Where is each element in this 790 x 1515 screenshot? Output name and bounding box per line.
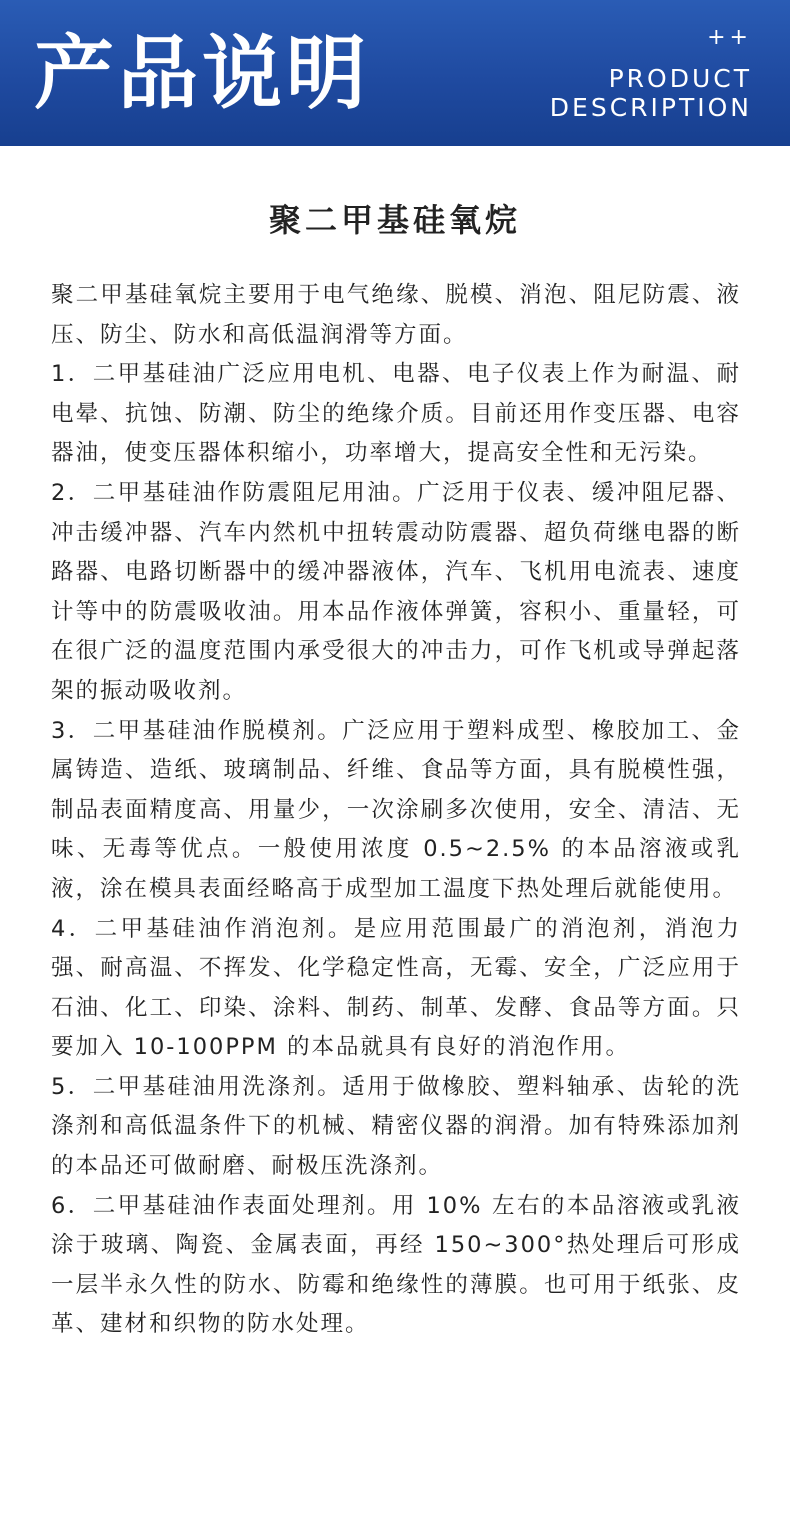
page-title: 产品说明 <box>34 27 370 120</box>
paragraph-4: 4．二甲基硅油作消泡剂。是应用范围最广的消泡剂，消泡力强、耐高温、不挥发、化学稳定性高，无霉、安全，广泛应用于石油、化工、印染、涂料、制药、制革、发酵、食品等方面。只要加入 10-100PPM 的本品就具有良好的消泡作用。 <box>51 915 741 1061</box>
intro-paragraph: 聚二甲基硅氧烷主要用于电气绝缘、脱模、消泡、阻尼防震、液压、防尘、防水和高低温润滑等方面。 <box>51 282 741 348</box>
document-title: 聚二甲基硅氧烷 <box>268 201 521 239</box>
paragraph-6: 6．二甲基硅油作表面处理剂。用 10% 左右的本品溶液或乳液涂于玻璃、陶瓷、金属表面，再经 150~300°热处理后可形成一层半永久性的防水、防霉和绝缘性的薄膜。也可用于纸张、皮革、建材和织物的防水处理。 <box>51 1192 741 1338</box>
paragraph-3: 3．二甲基硅油作脱模剂。广泛应用于塑料成型、橡胶加工、金属铸造、造纸、玻璃制品、纤维、食品等方面，具有脱模性强，制品表面精度高、用量少，一次涂刷多次使用，安全、清洁、无味、无毒等优点。一般使用浓度 0.5~2.5% 的本品溶液或乳液，涂在模具表面经略高于成型加工温度下热处理后就能使用。 <box>51 717 741 902</box>
header-banner <box>0 0 790 146</box>
paragraph-2: 2．二甲基硅油作防震阻尼用油。广泛用于仪表、缓冲阻尼器、冲击缓冲器、汽车内然机中扭转震动防震器、超负荷继电器的断路器、电路切断器中的缓冲器液体，汽车、飞机用电流表、速度计等中的防震吸收油。用本品作液体弹簧，容积小、重量轻，可在很广泛的温度范围内承受很大的冲击力，可作飞机或导弹起落架的振动吸收剂。 <box>51 479 741 704</box>
paragraph-5: 5．二甲基硅油用洗涤剂。适用于做橡胶、塑料轴承、齿轮的洗涤剂和高低温条件下的机械、精密仪器的润滑。加有特殊添加剂的本品还可做耐磨、耐极压洗涤剂。 <box>51 1073 741 1180</box>
document-body <box>51 276 741 1345</box>
subtitle-line1: PRODUCT <box>608 64 752 93</box>
subtitle-line2: DESCRIPTION <box>549 93 752 122</box>
plus-decoration-icon: ++ <box>707 25 752 50</box>
paragraph-1: 1．二甲基硅油广泛应用电机、电器、电子仪表上作为耐温、耐电晕、抗蚀、防潮、防尘的绝缘介质。目前还用作变压器、电容器油，使变压器体积缩小，功率增大，提高安全性和无污染。 <box>51 361 741 467</box>
